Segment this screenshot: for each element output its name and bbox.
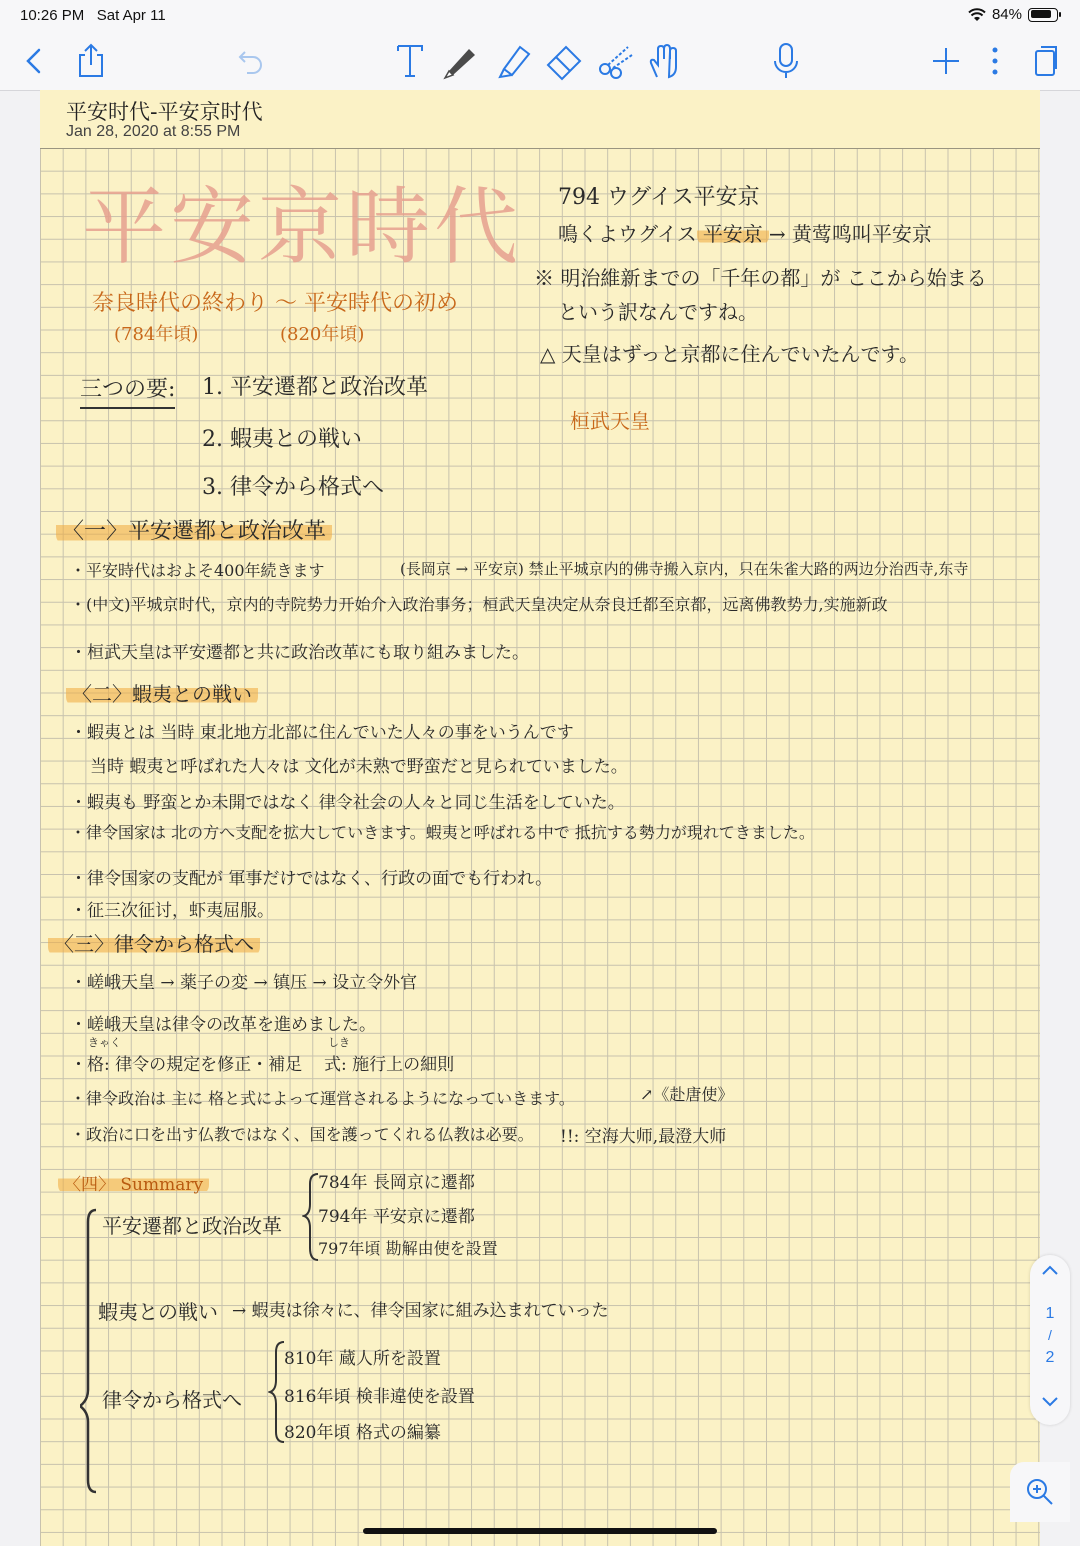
- add-icon[interactable]: [925, 40, 967, 82]
- mnemonic-highlight: 平安京: [697, 222, 769, 246]
- s3-line-5b: !!: 空海大师,最澄大师: [560, 1127, 727, 1147]
- battery-icon: [1028, 8, 1058, 22]
- section-1-heading: 〈一〉平安遷都と政治改革: [56, 514, 332, 545]
- mnemonic-line: 鳴くよウグイス 平安京 → 黄莺鸣叫平安京: [558, 222, 932, 246]
- chevron-down-icon: [1040, 1391, 1060, 1411]
- era-year-1: (784年頃): [114, 324, 199, 345]
- current-page: 1: [1045, 1305, 1055, 1322]
- home-indicator[interactable]: [363, 1528, 717, 1534]
- summary-2a: → 蝦夷は徐々に、律令国家に組み込まれていった: [232, 1301, 609, 1321]
- hand-icon[interactable]: [644, 40, 686, 82]
- note-date: Jan 28, 2020 at 8:55 PM: [66, 123, 241, 140]
- wifi-icon: [968, 8, 986, 22]
- summary-1: 平安遷都と政治改革: [102, 1214, 282, 1238]
- section-3-heading: 〈三〉律令から格式へ: [48, 928, 260, 957]
- summary-3b: 816年頃 検非違使を設置: [284, 1387, 475, 1407]
- three-item-2: 2. 蝦夷との戦い: [202, 427, 362, 452]
- s3-line-1: ・嵯峨天皇 → 薬子の変 → 镇压 → 设立令外官: [70, 973, 418, 993]
- text-tool-icon[interactable]: [389, 40, 431, 82]
- meiji-line-1: ※ 明治維新までの「千年の都」が ここから始まる: [534, 266, 987, 290]
- meiji-line-2: という訳なんですね。: [558, 300, 758, 324]
- battery-percent: 84%: [991, 6, 1022, 23]
- note-794: 794 ウグイス平安京: [558, 185, 760, 210]
- era-year-2: (820年頃): [280, 324, 365, 345]
- big-title: 平安京時代: [82, 178, 523, 276]
- zoom-button[interactable]: [1010, 1462, 1070, 1522]
- summary-3c: 820年頃 格式の編纂: [284, 1423, 441, 1443]
- s2-line-5: ・律令国家の支配が 軍事だけではなく、行政の面でも行われ。: [70, 869, 553, 889]
- summary-3a: 810年 蔵人所を設置: [284, 1349, 441, 1369]
- s1-line-3: ・桓武天皇は平安遷都と共に政治改革にも取り組みました。: [70, 643, 529, 663]
- s1-line-1b: (長岡京 → 平安京) 禁止平城京内的佛寺搬入京内，只在朱雀大路的两边分治西寺,东寺: [400, 560, 969, 578]
- three-label: 三つの要:: [80, 372, 175, 409]
- back-icon[interactable]: [13, 40, 55, 82]
- eraser-icon[interactable]: [543, 40, 585, 82]
- s1-line-1a: ・平安時代はおよそ400年続きます: [70, 561, 325, 580]
- microphone-icon[interactable]: [765, 40, 807, 82]
- status-time: 10:26 PM Sat Apr 11: [20, 7, 166, 24]
- s3-line-5: ・政治に口を出す仏教ではなく、国を護ってくれる仏教は必要。: [70, 1125, 534, 1144]
- share-icon[interactable]: [70, 40, 112, 82]
- total-pages: 2: [1045, 1349, 1055, 1366]
- s3-line-3a: ・格: 律令の規定を修正・補足: [70, 1055, 303, 1075]
- note-header: [40, 90, 1040, 149]
- s2-line-3: ・蝦夷も 野蛮とか未開ではなく 律令社会の人々と同じ生活をしていた。: [70, 793, 625, 813]
- page-separator: /: [1048, 1327, 1052, 1343]
- summary-1c: 797年頃 勘解由使を設置: [318, 1239, 498, 1258]
- tenno-line: △ 天皇はずっと京都に住んでいたんです。: [540, 342, 919, 366]
- status-indicators: [968, 6, 1058, 23]
- summary-2: 蝦夷との戦い: [98, 1300, 218, 1324]
- three-item-1: 1. 平安遷都と政治改革: [202, 375, 428, 400]
- s1-line-2: ・(中文)平城京时代，京内的寺院势力开始介入政治事务；桓武天皇决定从奈良迁都至京都，远离佛教势力,实施新政: [70, 595, 888, 614]
- s3-line-4: ・律令政治は 主に 格と式によって運営されるようになっていきます。: [70, 1089, 575, 1108]
- era-line: 奈良時代の終わり ～ 平安時代の初め: [92, 291, 458, 316]
- battery-level: [1031, 10, 1051, 18]
- chevron-up-icon: [1040, 1261, 1060, 1281]
- summary-3: 律令から格式へ: [102, 1388, 242, 1412]
- three-item-3: 3. 律令から格式へ: [202, 475, 384, 500]
- section-2-heading: 〈二〉蝦夷との戦い: [66, 678, 258, 707]
- note-page[interactable]: [40, 90, 1040, 1546]
- highlighter-icon[interactable]: [493, 40, 535, 82]
- more-icon[interactable]: [974, 40, 1016, 82]
- lasso-icon[interactable]: [595, 40, 637, 82]
- undo-icon[interactable]: [230, 40, 272, 82]
- page-up-button[interactable]: [1030, 1261, 1070, 1286]
- summary-1b: 794年 平安京に遷都: [318, 1207, 475, 1227]
- s3-annotation: ↗《赴唐使》: [640, 1085, 734, 1104]
- pen-icon[interactable]: [440, 40, 482, 82]
- s2-line-6: ・征三次征讨，虾夷屈服。: [70, 901, 274, 921]
- summary-1a: 784年 長岡京に遷都: [318, 1173, 475, 1193]
- s2-line-4: ・律令国家は 北の方へ支配を拡大していきます。蝦夷と呼ばれる中で 抵抗する勢力が現れてきました。: [70, 823, 815, 842]
- kanmu-label: 桓武天皇: [570, 409, 650, 433]
- s3-line-2: ・嵯峨天皇は律令の改革を進めました。: [70, 1015, 376, 1035]
- s3-line-3b: 式: 施行上の細則: [324, 1055, 455, 1075]
- s2-line-2: 当時 蝦夷と呼ばれた人々は 文化が未熟で野蛮だと見られていました。: [90, 757, 628, 777]
- ruby-shiki: しき: [328, 1036, 350, 1049]
- note-title: 平安时代-平安京时代: [66, 100, 263, 124]
- zoom-icon: [1025, 1477, 1055, 1507]
- page-down-button[interactable]: [1030, 1391, 1070, 1416]
- page-navigator: [1030, 1255, 1070, 1425]
- status-bar: [0, 0, 1080, 32]
- pages-icon[interactable]: [1025, 40, 1067, 82]
- s2-line-1: ・蝦夷とは 当時 東北地方北部に住んでいた人々の事をいうんです: [70, 723, 574, 743]
- section-4-heading: 〈四〉 Summary: [58, 1170, 209, 1195]
- toolbar: [0, 32, 1080, 91]
- status-date: Sat Apr 11: [96, 7, 166, 24]
- ruby-kaku: きゃく: [88, 1036, 121, 1049]
